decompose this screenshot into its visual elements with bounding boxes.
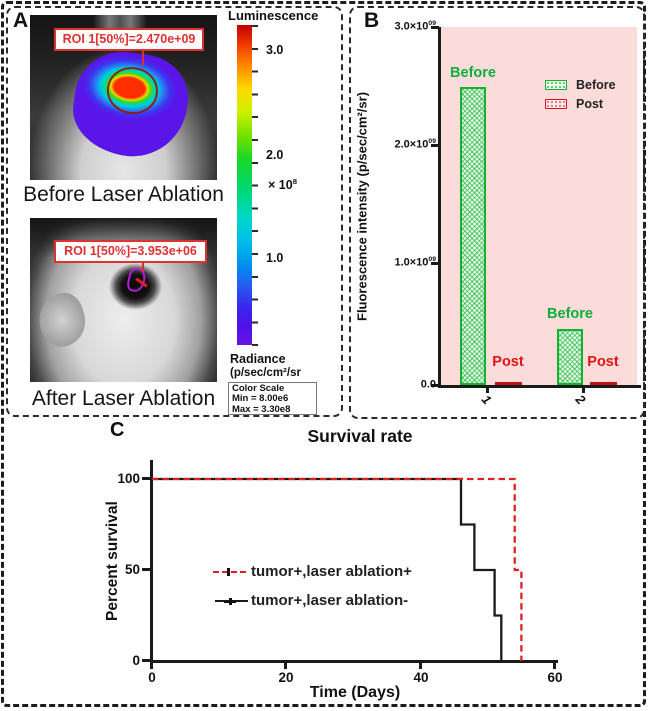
caption-before-laser-ablation: Before Laser Ablation <box>23 183 224 206</box>
bar-chart-y-axis-label: Fluorescence intensity (p/sec/cm²/sr) <box>354 91 370 321</box>
mouse-photo-after-ablation <box>30 218 217 382</box>
legend-line-ablation-plus <box>213 571 246 573</box>
bar-group1-before <box>460 87 486 385</box>
bar-annotation-before: Before <box>547 306 593 322</box>
multiplier-exponent: 8 <box>292 177 297 186</box>
survival-y-axis-label: Percent survival <box>104 501 121 622</box>
y-tick-label <box>378 378 436 391</box>
x-tick-label: 20 <box>278 670 294 685</box>
colorbar-ticks <box>252 25 258 346</box>
tick-exponent: 09 <box>428 256 436 263</box>
x-tick <box>553 663 556 669</box>
color-scale-min: Min = 8.00e6 <box>232 393 289 405</box>
colorbar-tick-label: 3.0 <box>266 43 284 57</box>
y-tick-label <box>378 256 436 269</box>
legend-row-post <box>545 96 616 112</box>
legend-label-before: Before <box>576 78 616 92</box>
mouse-ear <box>32 288 92 352</box>
y-tick-label: 50 <box>124 562 140 577</box>
caption-after-laser-ablation: After Laser Ablation <box>31 387 216 410</box>
y-tick <box>142 659 150 662</box>
y-tick-label <box>378 20 436 33</box>
luminescence-colorbar <box>237 25 252 345</box>
tick-exponent: 09 <box>428 138 436 145</box>
tick-mantissa: 2.0×10 <box>394 138 429 151</box>
legend-label-post: Post <box>576 97 604 111</box>
bar-chart-legend <box>545 77 616 112</box>
tick-mantissa: 3.0×10 <box>394 20 429 33</box>
colorbar-tick-label: 1.0 <box>266 251 284 265</box>
y-tick-label: 0 <box>132 653 140 668</box>
y-tick-label: 100 <box>117 471 140 486</box>
legend-line-ablation-minus <box>215 600 248 602</box>
luminescence-blob <box>67 46 193 164</box>
roi-value-box-after: ROI 1[50%]=3.953e+06 <box>54 240 207 263</box>
panel-b-letter: B <box>364 9 380 32</box>
x-tick <box>284 663 287 669</box>
roi-value-box-before: ROI 1[50%]=2.470e+09 <box>54 28 204 51</box>
panel-c-letter: C <box>110 419 125 441</box>
y-tick <box>142 477 150 480</box>
color-scale-max: Max = 3.30e8 <box>232 403 291 415</box>
colorbar-tick-label: 2.0 <box>266 148 284 162</box>
category-label-1: 1 <box>478 391 495 408</box>
color-scale-title: Color Scale <box>232 383 285 394</box>
roi-contour <box>103 64 160 117</box>
bar-annotation-post: Post <box>492 354 524 370</box>
color-scale-box <box>228 382 317 415</box>
bar-annotation-post: Post <box>587 354 619 370</box>
mouse-photo-before-ablation <box>30 15 217 180</box>
x-tick <box>419 663 422 669</box>
colorbar-title: Luminescence <box>228 8 319 23</box>
bar-chart-x-axis <box>438 385 641 388</box>
censor-tick-icon <box>229 598 232 605</box>
roi-callout-line <box>142 263 144 272</box>
tick-exponent: 09 <box>428 20 436 27</box>
bar-chart-y-axis <box>438 27 441 386</box>
category-label-2: 2 <box>572 391 589 408</box>
legend-row-before <box>545 77 616 93</box>
roi-callout-line <box>142 51 144 66</box>
legend-swatch-before <box>545 80 567 90</box>
x-tick <box>150 663 153 669</box>
radiance-units-label: (p/sec/cm²/sr <box>230 367 301 379</box>
legend-label-ablation-minus: tumor+,laser ablation- <box>251 592 409 609</box>
x-tick-label: 40 <box>413 670 429 685</box>
multiplier-mantissa: × 10 <box>268 178 293 193</box>
x-tick-label: 0 <box>148 670 156 685</box>
tick-mantissa: 0.0 <box>420 378 436 391</box>
y-tick <box>142 568 150 571</box>
bar-annotation-before: Before <box>450 65 496 81</box>
censor-tick-icon <box>227 568 230 576</box>
tick-mantissa: 1.0×10 <box>394 256 429 269</box>
radiance-label: Radiance <box>230 352 286 366</box>
panel-a-letter: A <box>13 9 29 32</box>
colorbar-multiplier <box>268 177 297 192</box>
survival-chart-title: Survival rate <box>307 426 413 446</box>
x-tick-label: 60 <box>547 670 563 685</box>
y-tick-label <box>378 138 436 151</box>
legend-swatch-post <box>545 99 567 109</box>
survival-x-axis-label: Time (Days) <box>309 684 401 701</box>
legend-label-ablation-plus: tumor+,laser ablation+ <box>251 563 412 580</box>
bar-group2-before <box>557 329 583 385</box>
